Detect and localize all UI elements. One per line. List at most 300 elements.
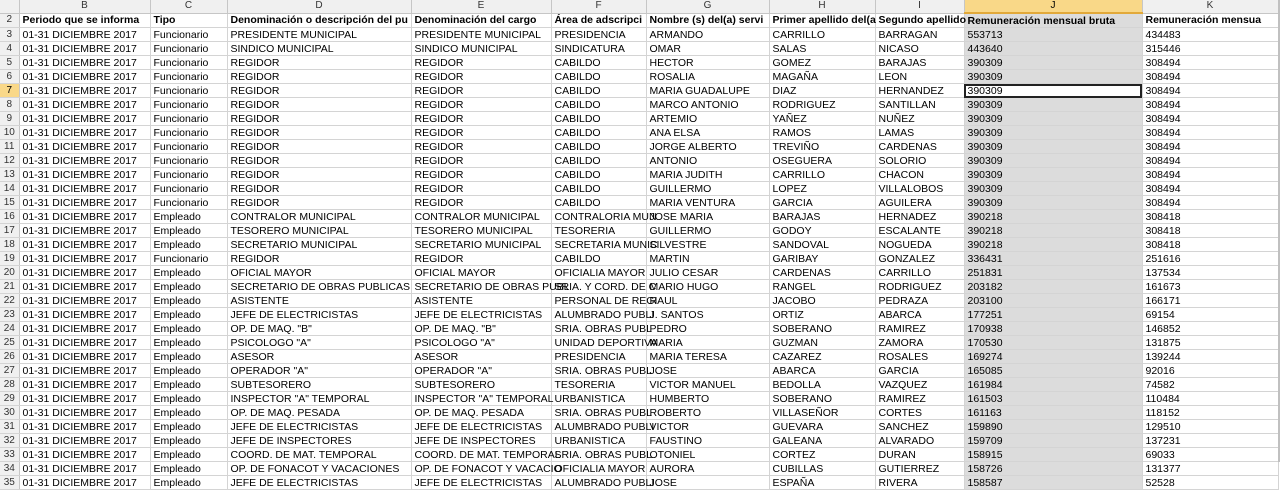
table-cell[interactable]: 69154	[1142, 308, 1278, 322]
table-cell[interactable]: 01-31 DICIEMBRE 2017	[19, 196, 150, 210]
table-cell[interactable]: Empleado	[150, 462, 227, 476]
table-cell[interactable]: 308494	[1142, 56, 1278, 70]
row-header[interactable]: 28	[0, 378, 19, 392]
table-cell[interactable]: OSEGUERA	[769, 154, 875, 168]
row-header[interactable]: 34	[0, 462, 19, 476]
table-cell[interactable]: Empleado	[150, 308, 227, 322]
table-cell[interactable]: 01-31 DICIEMBRE 2017	[19, 168, 150, 182]
table-cell[interactable]: GONZALEZ	[875, 252, 964, 266]
table-cell[interactable]: Empleado	[150, 378, 227, 392]
table-cell[interactable]: UNIDAD DEPORTIVA	[551, 336, 646, 350]
table-cell[interactable]: OP. DE FONACOT Y VACACIONES	[227, 462, 411, 476]
field-header-cell[interactable]: Periodo que se informa	[19, 13, 150, 28]
table-cell[interactable]: 390218	[964, 224, 1142, 238]
table-cell[interactable]: OFICIAL MAYOR	[227, 266, 411, 280]
table-cell[interactable]: CORTEZ	[769, 448, 875, 462]
table-cell[interactable]: 390309	[964, 70, 1142, 84]
table-cell[interactable]: ROBERTO	[646, 406, 769, 420]
table-cell[interactable]: COORD. DE MAT. TEMPORAL	[227, 448, 411, 462]
table-cell[interactable]: PEDRAZA	[875, 294, 964, 308]
table-cell[interactable]: 390309	[964, 126, 1142, 140]
table-cell[interactable]: BEDOLLA	[769, 378, 875, 392]
table-cell[interactable]: BARRAGAN	[875, 28, 964, 42]
column-header-d[interactable]: D	[227, 0, 411, 13]
table-cell[interactable]: 01-31 DICIEMBRE 2017	[19, 154, 150, 168]
table-cell[interactable]: 161163	[964, 406, 1142, 420]
table-cell[interactable]: COORD. DE MAT. TEMPORAL	[411, 448, 551, 462]
table-cell[interactable]: PSICOLOGO "A"	[227, 336, 411, 350]
table-cell[interactable]: Empleado	[150, 224, 227, 238]
table-cell[interactable]: 434483	[1142, 28, 1278, 42]
table-cell[interactable]: REGIDOR	[411, 126, 551, 140]
table-cell[interactable]: Funcionario	[150, 168, 227, 182]
row-header[interactable]: 21	[0, 280, 19, 294]
table-cell[interactable]: 308494	[1142, 70, 1278, 84]
table-cell[interactable]: SRIA. OBRAS PUBL	[551, 406, 646, 420]
table-cell[interactable]: SECRETARIO DE OBRAS PUBL	[411, 280, 551, 294]
table-cell[interactable]: Funcionario	[150, 42, 227, 56]
table-cell[interactable]: JOSE	[646, 364, 769, 378]
table-cell[interactable]: Empleado	[150, 392, 227, 406]
table-cell[interactable]: URBANISTICA	[551, 392, 646, 406]
table-cell[interactable]: 390309	[964, 56, 1142, 70]
table-cell[interactable]: Funcionario	[150, 28, 227, 42]
table-cell[interactable]: 01-31 DICIEMBRE 2017	[19, 266, 150, 280]
table-cell[interactable]: TREVIÑO	[769, 140, 875, 154]
table-cell[interactable]: ZAMORA	[875, 336, 964, 350]
table-cell[interactable]: CABILDO	[551, 140, 646, 154]
table-cell[interactable]: 01-31 DICIEMBRE 2017	[19, 224, 150, 238]
row-header[interactable]: 35	[0, 476, 19, 490]
table-cell[interactable]: Funcionario	[150, 70, 227, 84]
table-cell[interactable]: REGIDOR	[411, 84, 551, 98]
table-cell[interactable]: OP. DE FONACOT Y VACACIO	[411, 462, 551, 476]
table-cell[interactable]: OP. DE MAQ. "B"	[411, 322, 551, 336]
table-cell[interactable]: 129510	[1142, 420, 1278, 434]
table-cell[interactable]: RODRIGUEZ	[875, 280, 964, 294]
row-header[interactable]: 16	[0, 210, 19, 224]
table-cell[interactable]: Empleado	[150, 406, 227, 420]
table-cell[interactable]: GOMEZ	[769, 56, 875, 70]
table-cell[interactable]: 308418	[1142, 210, 1278, 224]
table-cell[interactable]: 158587	[964, 476, 1142, 490]
table-cell[interactable]: HUMBERTO	[646, 392, 769, 406]
table-cell[interactable]: GODOY	[769, 224, 875, 238]
table-cell[interactable]: 170530	[964, 336, 1142, 350]
table-cell[interactable]: SUBTESORERO	[227, 378, 411, 392]
table-cell[interactable]: 390309	[964, 196, 1142, 210]
row-header[interactable]: 18	[0, 238, 19, 252]
table-cell[interactable]: RAMIREZ	[875, 392, 964, 406]
column-header-j[interactable]: J	[964, 0, 1142, 13]
table-cell[interactable]: 203100	[964, 294, 1142, 308]
table-cell[interactable]: FAUSTINO	[646, 434, 769, 448]
row-header[interactable]: 17	[0, 224, 19, 238]
table-cell[interactable]: GUZMAN	[769, 336, 875, 350]
table-cell[interactable]: 01-31 DICIEMBRE 2017	[19, 112, 150, 126]
table-cell[interactable]: OPERADOR "A"	[411, 364, 551, 378]
table-cell[interactable]: 01-31 DICIEMBRE 2017	[19, 350, 150, 364]
table-cell[interactable]: 131377	[1142, 462, 1278, 476]
row-header[interactable]: 2	[0, 13, 19, 28]
table-cell[interactable]: CONTRALOR MUNICIPAL	[227, 210, 411, 224]
table-cell[interactable]: GARIBAY	[769, 252, 875, 266]
table-cell[interactable]: 131875	[1142, 336, 1278, 350]
table-cell[interactable]: 01-31 DICIEMBRE 2017	[19, 56, 150, 70]
table-cell[interactable]: 01-31 DICIEMBRE 2017	[19, 364, 150, 378]
table-cell[interactable]: 159709	[964, 434, 1142, 448]
table-cell[interactable]: CABILDO	[551, 252, 646, 266]
table-cell[interactable]: 01-31 DICIEMBRE 2017	[19, 448, 150, 462]
table-cell[interactable]: CARRILLO	[769, 28, 875, 42]
table-cell[interactable]: ESCALANTE	[875, 224, 964, 238]
table-cell[interactable]: Funcionario	[150, 56, 227, 70]
table-cell[interactable]: OMAR	[646, 42, 769, 56]
table-cell[interactable]: SECRETARIO DE OBRAS PUBLICAS	[227, 280, 411, 294]
table-cell[interactable]: BARAJAS	[769, 210, 875, 224]
table-cell[interactable]: Funcionario	[150, 126, 227, 140]
table-cell[interactable]: CABILDO	[551, 98, 646, 112]
table-cell[interactable]: JEFE DE ELECTRICISTAS	[227, 476, 411, 490]
table-cell[interactable]: Funcionario	[150, 98, 227, 112]
table-cell[interactable]: REGIDOR	[227, 98, 411, 112]
table-cell[interactable]: TESORERIA	[551, 378, 646, 392]
table-cell[interactable]: J. SANTOS	[646, 308, 769, 322]
table-cell[interactable]: URBANISTICA	[551, 434, 646, 448]
row-header[interactable]: 4	[0, 42, 19, 56]
table-cell[interactable]: VILLASEÑOR	[769, 406, 875, 420]
table-cell[interactable]: Empleado	[150, 420, 227, 434]
table-cell[interactable]: 01-31 DICIEMBRE 2017	[19, 140, 150, 154]
table-cell[interactable]: ASESOR	[411, 350, 551, 364]
field-header-cell[interactable]: Tipo	[150, 13, 227, 28]
table-cell[interactable]: REGIDOR	[411, 56, 551, 70]
row-header[interactable]: 11	[0, 140, 19, 154]
table-cell[interactable]: GALEANA	[769, 434, 875, 448]
table-cell[interactable]: 390218	[964, 238, 1142, 252]
table-cell[interactable]: Empleado	[150, 322, 227, 336]
table-cell[interactable]: CONTRALOR MUNICIPAL	[411, 210, 551, 224]
table-cell[interactable]: NOGUEDA	[875, 238, 964, 252]
table-cell[interactable]: 01-31 DICIEMBRE 2017	[19, 420, 150, 434]
table-cell[interactable]: JEFE DE ELECTRICISTAS	[411, 308, 551, 322]
table-cell[interactable]: 177251	[964, 308, 1142, 322]
table-cell[interactable]: OFICIALIA MAYOR	[551, 462, 646, 476]
table-cell[interactable]: ASESOR	[227, 350, 411, 364]
column-header-e[interactable]: E	[411, 0, 551, 13]
table-cell[interactable]: 52528	[1142, 476, 1278, 490]
table-cell[interactable]: REGIDOR	[227, 112, 411, 126]
table-cell[interactable]: JEFE DE ELECTRICISTAS	[227, 308, 411, 322]
table-cell[interactable]: AURORA	[646, 462, 769, 476]
table-cell[interactable]: 308494	[1142, 126, 1278, 140]
table-cell[interactable]: Funcionario	[150, 112, 227, 126]
table-cell[interactable]: 110484	[1142, 392, 1278, 406]
field-header-cell[interactable]: Nombre (s) del(a) servi	[646, 13, 769, 28]
table-cell[interactable]: ABARCA	[769, 364, 875, 378]
table-cell[interactable]: SANTILLAN	[875, 98, 964, 112]
table-cell[interactable]: CORTES	[875, 406, 964, 420]
row-header[interactable]: 30	[0, 406, 19, 420]
table-cell[interactable]: 165085	[964, 364, 1142, 378]
row-header[interactable]: 25	[0, 336, 19, 350]
table-cell[interactable]: REGIDOR	[411, 140, 551, 154]
table-cell[interactable]: TESORERO MUNICIPAL	[411, 224, 551, 238]
table-cell[interactable]: 308418	[1142, 224, 1278, 238]
table-cell[interactable]: SRIA. OBRAS PUBL	[551, 448, 646, 462]
table-cell[interactable]: 01-31 DICIEMBRE 2017	[19, 252, 150, 266]
table-cell[interactable]: Funcionario	[150, 252, 227, 266]
table-cell[interactable]: 01-31 DICIEMBRE 2017	[19, 280, 150, 294]
table-cell[interactable]: 158915	[964, 448, 1142, 462]
table-cell[interactable]: REGIDOR	[411, 98, 551, 112]
table-cell[interactable]: CARRILLO	[769, 168, 875, 182]
table-cell[interactable]: 308494	[1142, 112, 1278, 126]
table-cell[interactable]: CUBILLAS	[769, 462, 875, 476]
table-cell[interactable]: 161503	[964, 392, 1142, 406]
table-cell[interactable]: INSPECTOR "A" TEMPORAL	[411, 392, 551, 406]
table-cell[interactable]: SRIA. OBRAS PUBL	[551, 322, 646, 336]
row-header[interactable]: 9	[0, 112, 19, 126]
table-cell[interactable]: PRESIDENTE MUNICIPAL	[411, 28, 551, 42]
table-cell[interactable]: 01-31 DICIEMBRE 2017	[19, 322, 150, 336]
table-cell[interactable]: OP. DE MAQ. PESADA	[411, 406, 551, 420]
table-cell[interactable]: CABILDO	[551, 182, 646, 196]
table-cell[interactable]: SRIA. OBRAS PUBL	[551, 364, 646, 378]
table-cell[interactable]: CABILDO	[551, 154, 646, 168]
field-header-cell[interactable]: Remuneración mensual bruta	[964, 13, 1142, 28]
row-header[interactable]: 33	[0, 448, 19, 462]
table-cell[interactable]: 01-31 DICIEMBRE 2017	[19, 392, 150, 406]
table-cell[interactable]: 01-31 DICIEMBRE 2017	[19, 182, 150, 196]
table-cell[interactable]: OTONIEL	[646, 448, 769, 462]
table-cell[interactable]: 308494	[1142, 182, 1278, 196]
table-cell[interactable]: 01-31 DICIEMBRE 2017	[19, 434, 150, 448]
table-cell[interactable]: ARTEMIO	[646, 112, 769, 126]
table-cell[interactable]: NICASO	[875, 42, 964, 56]
table-cell[interactable]: OFICIAL MAYOR	[411, 266, 551, 280]
table-cell[interactable]: 390309	[964, 182, 1142, 196]
table-cell[interactable]: Empleado	[150, 336, 227, 350]
table-cell[interactable]: 251616	[1142, 252, 1278, 266]
table-cell[interactable]: 390309	[964, 154, 1142, 168]
table-cell[interactable]: ANA ELSA	[646, 126, 769, 140]
table-cell[interactable]: OFICIALIA MAYOR	[551, 266, 646, 280]
table-cell[interactable]: 251831	[964, 266, 1142, 280]
table-cell[interactable]: 159890	[964, 420, 1142, 434]
table-cell[interactable]: YAÑEZ	[769, 112, 875, 126]
field-header-cell[interactable]: Denominación del cargo	[411, 13, 551, 28]
table-cell[interactable]: SANCHEZ	[875, 420, 964, 434]
table-cell[interactable]: MARIO HUGO	[646, 280, 769, 294]
table-cell[interactable]: 137231	[1142, 434, 1278, 448]
table-cell[interactable]: Empleado	[150, 294, 227, 308]
table-cell[interactable]: ALUMBRADO PUBLI	[551, 420, 646, 434]
table-cell[interactable]: 01-31 DICIEMBRE 2017	[19, 462, 150, 476]
table-cell[interactable]: SINDICO MUNICIPAL	[227, 42, 411, 56]
table-cell[interactable]: 308494	[1142, 154, 1278, 168]
table-cell[interactable]: INSPECTOR "A" TEMPORAL	[227, 392, 411, 406]
table-cell[interactable]: PRESIDENTE MUNICIPAL	[227, 28, 411, 42]
table-cell[interactable]: SOBERANO	[769, 322, 875, 336]
table-cell[interactable]: GUEVARA	[769, 420, 875, 434]
table-cell[interactable]: Funcionario	[150, 140, 227, 154]
row-header[interactable]: 31	[0, 420, 19, 434]
table-cell[interactable]: HERNADEZ	[875, 210, 964, 224]
table-cell[interactable]: Empleado	[150, 238, 227, 252]
row-header[interactable]: 10	[0, 126, 19, 140]
table-cell[interactable]: 01-31 DICIEMBRE 2017	[19, 70, 150, 84]
table-cell[interactable]: ARMANDO	[646, 28, 769, 42]
row-header[interactable]: 32	[0, 434, 19, 448]
table-cell[interactable]: REGIDOR	[227, 70, 411, 84]
table-cell[interactable]: SINDICO MUNICIPAL	[411, 42, 551, 56]
column-header-g[interactable]: G	[646, 0, 769, 13]
table-cell[interactable]: REGIDOR	[227, 168, 411, 182]
table-cell[interactable]: 01-31 DICIEMBRE 2017	[19, 28, 150, 42]
column-header-c[interactable]: C	[150, 0, 227, 13]
table-cell[interactable]: CONTRALORIA MUN	[551, 210, 646, 224]
table-cell[interactable]: LOPEZ	[769, 182, 875, 196]
table-cell[interactable]: 390309	[964, 168, 1142, 182]
table-cell[interactable]: 390218	[964, 210, 1142, 224]
row-header[interactable]: 27	[0, 364, 19, 378]
table-cell[interactable]: MARIA JUDITH	[646, 168, 769, 182]
table-cell[interactable]: ROSALIA	[646, 70, 769, 84]
table-cell[interactable]: 308494	[1142, 140, 1278, 154]
field-header-cell[interactable]: Primer apellido del(a	[769, 13, 875, 28]
column-header-f[interactable]: F	[551, 0, 646, 13]
table-cell[interactable]: GARCIA	[769, 196, 875, 210]
table-cell[interactable]: 161673	[1142, 280, 1278, 294]
table-cell[interactable]: 137534	[1142, 266, 1278, 280]
table-cell[interactable]: JEFE DE INSPECTORES	[227, 434, 411, 448]
table-cell[interactable]: 01-31 DICIEMBRE 2017	[19, 98, 150, 112]
table-cell[interactable]: 74582	[1142, 378, 1278, 392]
table-cell[interactable]: JORGE ALBERTO	[646, 140, 769, 154]
table-cell[interactable]: Funcionario	[150, 182, 227, 196]
table-cell[interactable]: 308418	[1142, 238, 1278, 252]
table-cell[interactable]: SALAS	[769, 42, 875, 56]
table-cell[interactable]: DURAN	[875, 448, 964, 462]
table-cell[interactable]: RANGEL	[769, 280, 875, 294]
field-header-cell[interactable]: Área de adscripci	[551, 13, 646, 28]
table-cell[interactable]: 146852	[1142, 322, 1278, 336]
table-cell[interactable]: REGIDOR	[227, 182, 411, 196]
table-cell[interactable]: SUBTESORERO	[411, 378, 551, 392]
table-cell[interactable]: SOLORIO	[875, 154, 964, 168]
table-cell[interactable]: CABILDO	[551, 126, 646, 140]
table-cell[interactable]: 308494	[1142, 196, 1278, 210]
row-header[interactable]: 19	[0, 252, 19, 266]
table-cell[interactable]: OP. DE MAQ. "B"	[227, 322, 411, 336]
table-cell[interactable]: OP. DE MAQ. PESADA	[227, 406, 411, 420]
table-cell[interactable]: ROSALES	[875, 350, 964, 364]
table-cell[interactable]: REGIDOR	[227, 154, 411, 168]
table-cell[interactable]: REGIDOR	[411, 168, 551, 182]
table-cell[interactable]: JEFE DE ELECTRICISTAS	[227, 420, 411, 434]
table-cell[interactable]: CABILDO	[551, 196, 646, 210]
table-cell[interactable]: PEDRO	[646, 322, 769, 336]
table-cell[interactable]: RAMOS	[769, 126, 875, 140]
row-header[interactable]: 8	[0, 98, 19, 112]
table-cell[interactable]: PRESIDENCIA	[551, 350, 646, 364]
table-cell[interactable]: 308494	[1142, 168, 1278, 182]
row-header[interactable]: 20	[0, 266, 19, 280]
table-cell[interactable]: 203182	[964, 280, 1142, 294]
table-cell[interactable]: HECTOR	[646, 56, 769, 70]
table-cell[interactable]: PERSONAL DE REGI	[551, 294, 646, 308]
table-cell[interactable]: JEFE DE ELECTRICISTAS	[411, 420, 551, 434]
table-cell[interactable]: 158726	[964, 462, 1142, 476]
table-cell[interactable]: CABILDO	[551, 70, 646, 84]
table-cell[interactable]: CABILDO	[551, 168, 646, 182]
table-cell[interactable]: JEFE DE INSPECTORES	[411, 434, 551, 448]
table-cell[interactable]: MAGAÑA	[769, 70, 875, 84]
table-cell[interactable]: MARIA VENTURA	[646, 196, 769, 210]
table-cell[interactable]: 443640	[964, 42, 1142, 56]
table-cell[interactable]: JULIO CESAR	[646, 266, 769, 280]
table-cell[interactable]: Empleado	[150, 266, 227, 280]
table-cell[interactable]: Funcionario	[150, 84, 227, 98]
table-cell[interactable]: ORTIZ	[769, 308, 875, 322]
row-header[interactable]: 13	[0, 168, 19, 182]
table-cell[interactable]: 01-31 DICIEMBRE 2017	[19, 336, 150, 350]
table-cell[interactable]: Empleado	[150, 210, 227, 224]
table-cell[interactable]: SILVESTRE	[646, 238, 769, 252]
table-cell[interactable]: 01-31 DICIEMBRE 2017	[19, 294, 150, 308]
row-header[interactable]: 12	[0, 154, 19, 168]
table-cell[interactable]: Empleado	[150, 448, 227, 462]
table-cell[interactable]: RAMIREZ	[875, 322, 964, 336]
row-header[interactable]: 26	[0, 350, 19, 364]
row-header[interactable]: 15	[0, 196, 19, 210]
table-cell[interactable]: MARIA TERESA	[646, 350, 769, 364]
table-cell[interactable]: SECRETARIA MUNIC	[551, 238, 646, 252]
row-header[interactable]: 24	[0, 322, 19, 336]
table-cell[interactable]: TESORERO MUNICIPAL	[227, 224, 411, 238]
table-cell[interactable]: REGIDOR	[227, 84, 411, 98]
table-cell[interactable]: OPERADOR "A"	[227, 364, 411, 378]
table-cell[interactable]: REGIDOR	[411, 70, 551, 84]
table-cell[interactable]: MARTIN	[646, 252, 769, 266]
table-cell[interactable]: JEFE DE ELECTRICISTAS	[411, 476, 551, 490]
table-cell[interactable]: CAZAREZ	[769, 350, 875, 364]
table-cell[interactable]: DIAZ	[769, 84, 875, 98]
table-cell[interactable]: CABILDO	[551, 84, 646, 98]
table-cell[interactable]: REGIDOR	[411, 154, 551, 168]
table-cell[interactable]: VICTOR MANUEL	[646, 378, 769, 392]
active-cell[interactable]: 390309	[964, 84, 1142, 98]
row-header[interactable]: 14	[0, 182, 19, 196]
table-cell[interactable]: 69033	[1142, 448, 1278, 462]
column-header-k[interactable]: K	[1142, 0, 1278, 13]
table-cell[interactable]: CABILDO	[551, 112, 646, 126]
table-cell[interactable]: REGIDOR	[227, 140, 411, 154]
table-cell[interactable]: CARDENAS	[769, 266, 875, 280]
row-header[interactable]: 6	[0, 70, 19, 84]
table-cell[interactable]: ABARCA	[875, 308, 964, 322]
row-header[interactable]: 5	[0, 56, 19, 70]
table-cell[interactable]: MARIA	[646, 336, 769, 350]
table-cell[interactable]: 92016	[1142, 364, 1278, 378]
table-cell[interactable]: NUÑEZ	[875, 112, 964, 126]
table-cell[interactable]: REGIDOR	[411, 252, 551, 266]
table-cell[interactable]: Empleado	[150, 364, 227, 378]
table-cell[interactable]: 01-31 DICIEMBRE 2017	[19, 406, 150, 420]
table-cell[interactable]: CABILDO	[551, 56, 646, 70]
table-cell[interactable]: Funcionario	[150, 154, 227, 168]
